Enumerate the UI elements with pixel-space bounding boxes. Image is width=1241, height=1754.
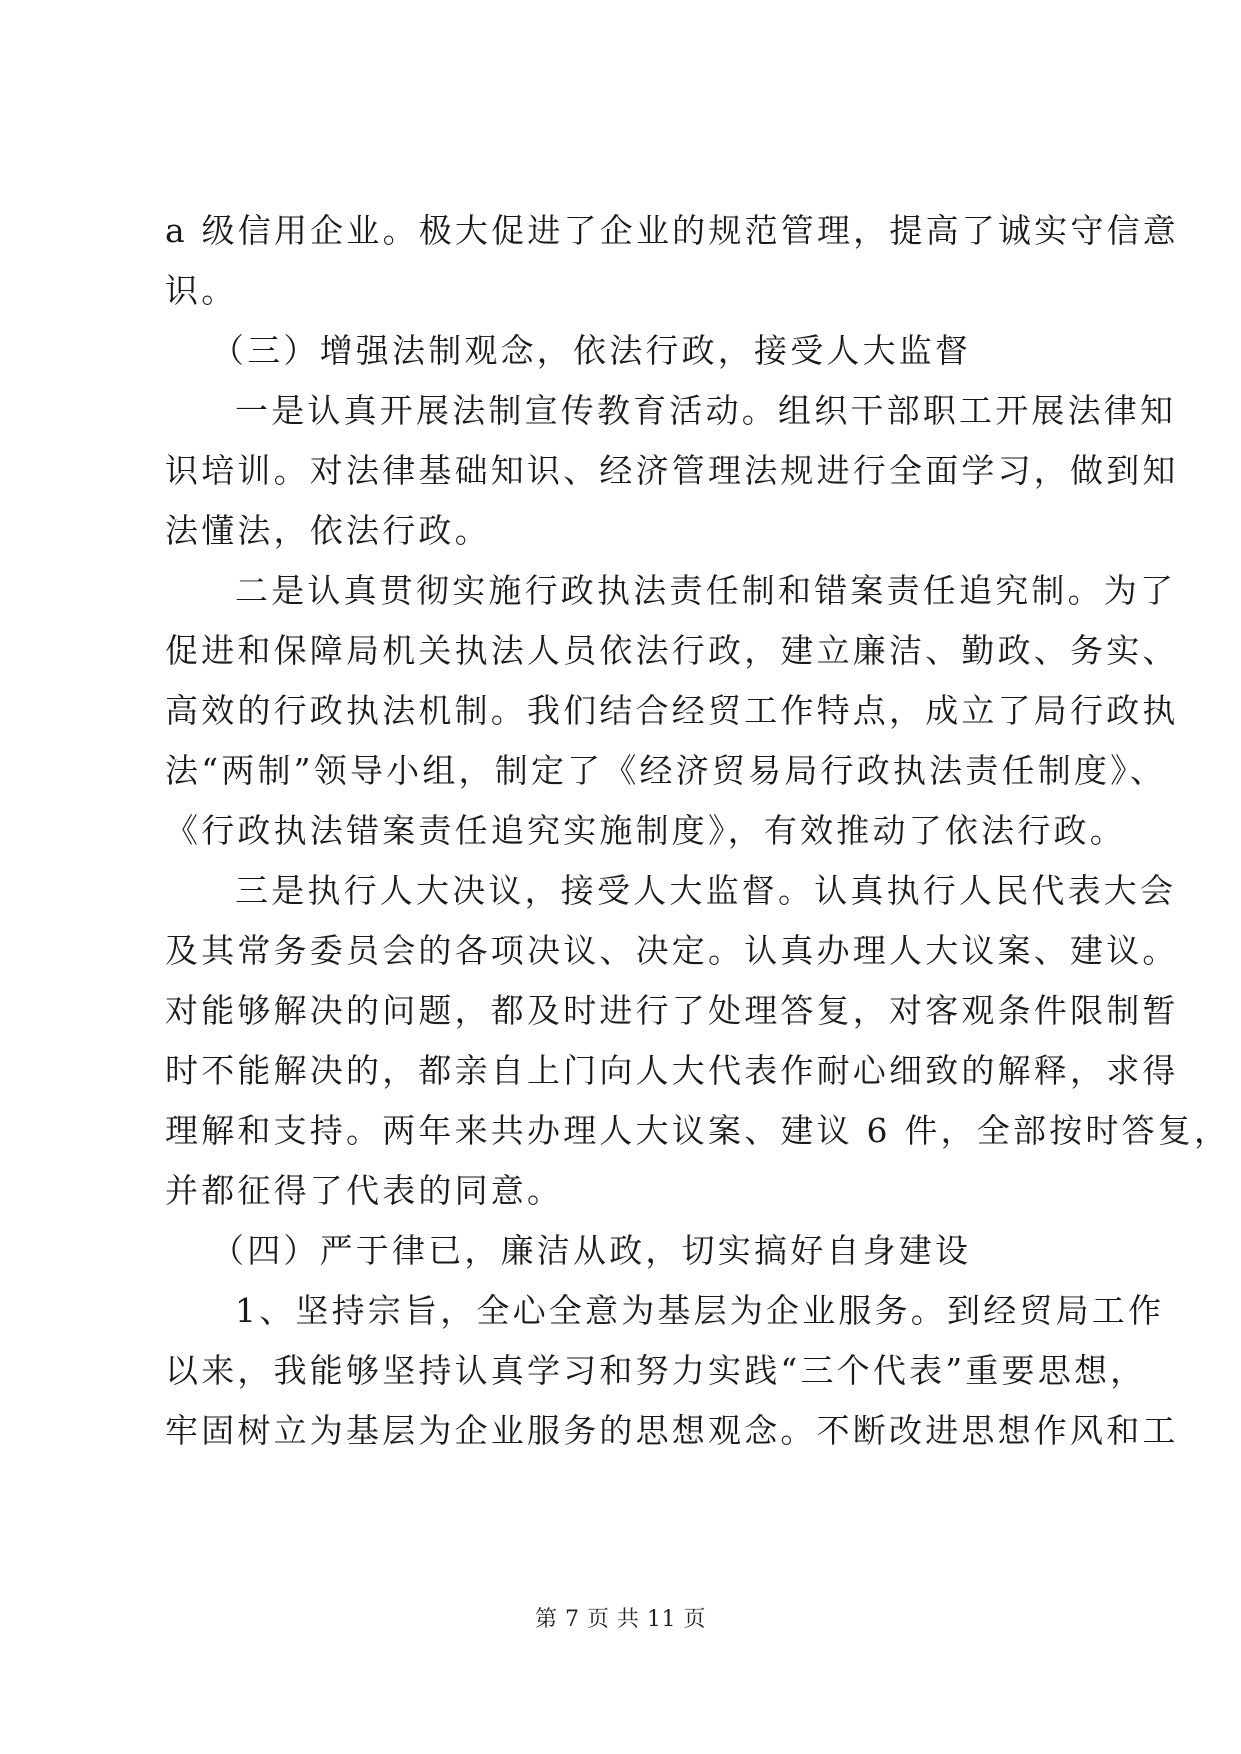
text-line: 识培训。对法律基础知识、经济管理法规进行全面学习，做到知 <box>165 451 1179 490</box>
text-line: 二是认真贯彻实施行政执法责任制和错案责任追究制。为了 <box>235 571 1177 610</box>
text-line: 及其常务委员会的各项决议、决定。认真办理人大议案、建议。 <box>165 931 1179 970</box>
text-line: 理解和支持。两年来共办理人大议案、建议 6 件，全部按时答复， <box>165 1111 1231 1150</box>
text-line: 三是执行人大决议，接受人大监督。认真执行人民代表大会 <box>235 871 1177 910</box>
text-line: 促进和保障局机关执法人员依法行政，建立廉洁、勤政、务实、 <box>165 631 1179 670</box>
page-number-footer: 第 7 页 共 11 页 <box>535 1607 706 1632</box>
text-line: 高效的行政执法机制。我们结合经贸工作特点，成立了局行政执 <box>165 691 1179 730</box>
text-line: 识。 <box>165 271 238 310</box>
text-line: 《行政执法错案责任追究实施制度》，有效推动了依法行政。 <box>165 811 1126 850</box>
text-line: 时不能解决的，都亲自上门向人大代表作耐心细致的解释，求得 <box>165 1051 1179 1090</box>
text-line: 并都征得了代表的同意。 <box>165 1171 564 1210</box>
text-line: 牢固树立为基层为企业服务的思想观念。不断改进思想作风和工 <box>165 1411 1179 1450</box>
text-line: 1、坚持宗旨，全心全意为基层为企业服务。到经贸局工作 <box>235 1291 1165 1330</box>
text-line: 法懂法，依法行政。 <box>165 511 491 550</box>
text-line: 对能够解决的问题，都及时进行了处理答复，对客观条件限制暂 <box>165 991 1179 1030</box>
section-heading: （三）增强法制观念，依法行政，接受人大监督 <box>211 331 972 370</box>
text-line: a 级信用企业。极大促进了企业的规范管理，提高了诚实守信意 <box>165 211 1179 250</box>
section-heading: （四）严于律已，廉洁从政，切实搞好自身建设 <box>211 1231 972 1270</box>
text-line: 法“两制”领导小组，制定了《经济贸易局行政执法责任制度》、 <box>165 751 1167 790</box>
text-line: 以来，我能够坚持认真学习和努力实践“三个代表”重要思想， <box>165 1351 1147 1390</box>
text-line: 一是认真开展法制宣传教育活动。组织干部职工开展法律知 <box>235 391 1177 430</box>
